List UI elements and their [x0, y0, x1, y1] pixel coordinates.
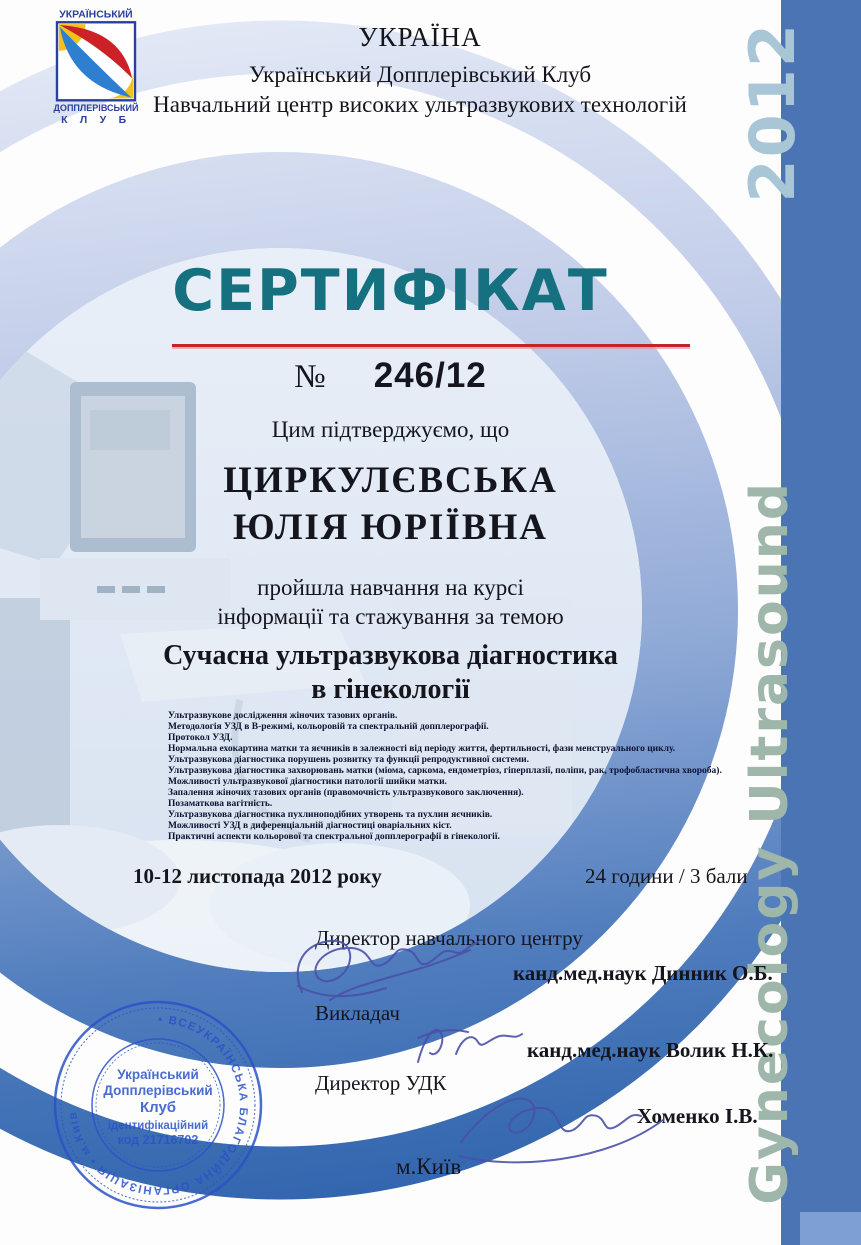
stamp-line-2: Допплерівський — [103, 1083, 213, 1098]
recipient-surname: ЦИРКУЛЄВСЬКА — [223, 460, 558, 501]
topic-item: Ультразвукова діагностика захворювань матки (міома, саркома, ендометріоз, гіперплазії, поліпи, рак, трофобластична хвороба). — [168, 766, 722, 776]
band-corner-block — [800, 1212, 861, 1245]
logo-bottom-text: К Л У Б — [61, 115, 131, 126]
city-label: м.Київ — [396, 1154, 462, 1179]
signatory-name-khomenko: Хоменко І.В. — [637, 1104, 758, 1128]
signatory-role-director-udk: Директор УДК — [315, 1071, 447, 1095]
signature-khomenko — [455, 1080, 670, 1170]
topic-item: Можливості ультразвукової діагностики патології шийки матки. — [168, 777, 447, 787]
number-sign: № — [294, 359, 326, 395]
country-title: УКРАЇНА — [358, 22, 482, 52]
topic-item: Практичні аспекти кольорової та спектральної допплерографії в гінекології. — [168, 832, 500, 842]
certificate-number: 246/12 — [373, 356, 487, 395]
topic-item: Позаматкова вагітність. — [168, 799, 273, 809]
topic-item: Методологія УЗД в В-режимі, кольоровій та спектральній допплерографії. — [168, 722, 489, 732]
topic-item: Ультразвукова діагностика порушень розвитку та функції репродуктивної системи. — [168, 755, 530, 765]
certificate-number-row — [0, 356, 781, 396]
logo-middle-text: ДОППЛЕРІВСЬКИЙ — [53, 102, 139, 113]
organization-title: Український Допплерівський Клуб — [248, 62, 592, 87]
stamp-line-3: Клуб — [139, 1099, 177, 1116]
recipient-given-names: ЮЛІЯ ЮРІЇВНА — [233, 507, 548, 548]
topic-item: Запалення жіночих тазових органів (правомочність ультразвукового заключення). — [168, 788, 524, 798]
course-date: 10-12 листопада 2012 року — [133, 864, 382, 888]
stamp-ring-text: • ВСЕУКРАЇНСЬКА БЛАГОДІЙНА ОРГАНІЗАЦІЯ • м.Київ — [67, 1013, 250, 1197]
title-underline — [172, 344, 690, 347]
topic-item: Можливості УЗД в диференціальній діагностиці оваріальних кіст. — [168, 821, 452, 831]
signature-dynnyk — [290, 920, 500, 1020]
signatory-name-volyk: канд.мед.наук Волик Н.К. — [527, 1038, 774, 1062]
topic-item: Нормальна ехокартина матки та яєчників в залежності від періоду життя, фертильності, фази менструального циклу. — [168, 744, 676, 754]
side-year-text: 2012 — [736, 22, 809, 203]
course-intro-line2: інформації та стажування за темою — [217, 604, 564, 629]
signatory-role-director-center: Директор навчального центру — [315, 926, 583, 950]
topic-item: Протокол УЗД. — [168, 733, 233, 743]
organization-stamp — [48, 995, 268, 1215]
confirmation-text: Цим підтверджуємо, що — [271, 417, 510, 442]
logo-top-text: УКРАЇНСЬКИЙ — [59, 9, 133, 21]
course-credits: 24 години / 3 бали — [585, 864, 748, 888]
topics-list — [168, 711, 776, 843]
header-block — [60, 22, 780, 118]
course-title-line1: Сучасна ультразвукова діагностика — [163, 640, 618, 671]
topic-item: Ультразвукове дослідження жіночих тазових органів. — [168, 711, 398, 721]
topic-item: Ультразвукова діагностика пухлиноподібних утворень та пухлин яєчників. — [168, 810, 493, 820]
certificate-title: СЕРТИФІКАТ — [172, 258, 609, 324]
side-label-text: Gynecology Ultrasound — [740, 481, 800, 1205]
signature-volyk — [408, 1018, 528, 1073]
stamp-line-4: ідентифікаційний — [107, 1120, 209, 1132]
signatory-name-dynnyk: канд.мед.наук Динник О.Б. — [513, 961, 773, 985]
course-title-line2: в гінекології — [311, 674, 470, 705]
stamp-line-1: Український — [117, 1067, 199, 1082]
training-center-title: Навчальний центр високих ультразвукових технологій — [153, 92, 687, 117]
course-intro-line1: пройшла навчання на курсі — [257, 575, 524, 600]
stamp-line-5: код 21716702 — [117, 1133, 199, 1147]
signatory-role-lecturer: Викладач — [315, 1001, 400, 1025]
